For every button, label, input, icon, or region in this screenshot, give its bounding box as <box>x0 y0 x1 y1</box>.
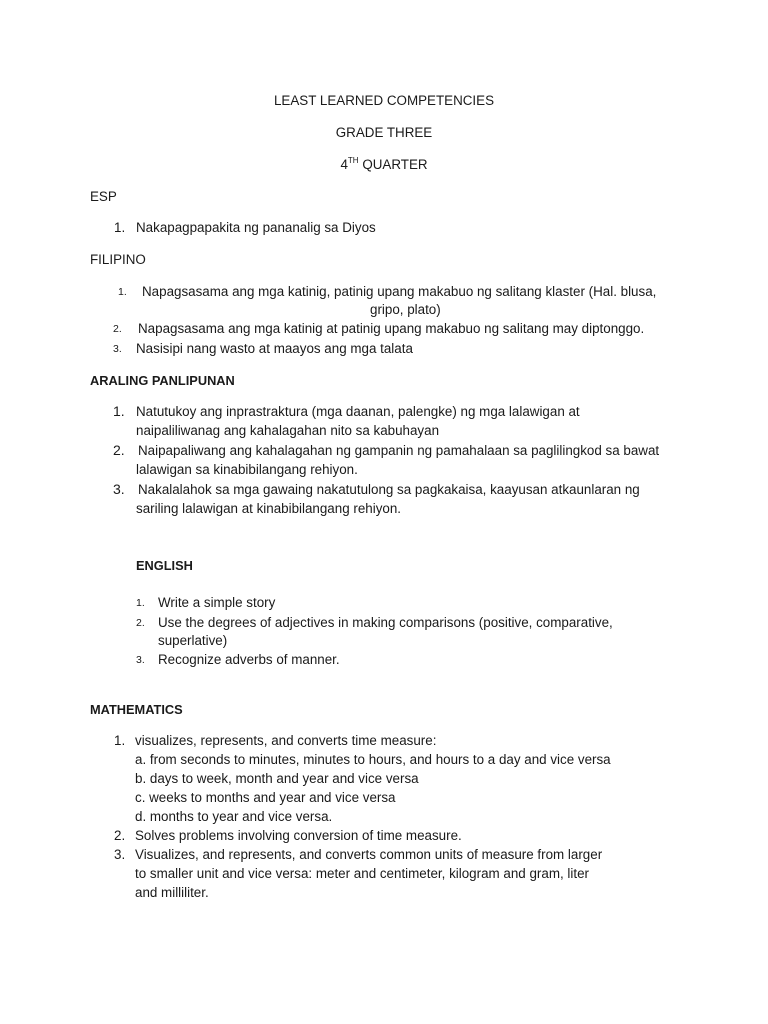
english-item-2-number: 2. <box>136 617 145 629</box>
araling-item-3-text: Nakalalahok sa mga gawaing nakatutulong sa pagkakaisa, kaayusan atkaunlaran ng <box>138 482 640 497</box>
araling-item-2-text-line2: lalawigan sa kinabibilangang rehiyon. <box>136 462 358 477</box>
math-item-2-number: 2. <box>114 828 126 843</box>
english-item-2-text-line2: superlative) <box>158 633 228 648</box>
math-item-1-number: 1. <box>114 733 126 748</box>
araling-item-3-text-line2: sariling lalawigan at kinabibilangang rehiyon. <box>136 501 402 516</box>
english-item-1-text: Write a simple story <box>158 595 276 610</box>
english-item-3-text: Recognize adverbs of manner. <box>158 652 340 667</box>
english-item-1-number: 1. <box>136 597 145 609</box>
araling-item-2-number: 2. <box>113 442 125 458</box>
filipino-item-2-text: Napagsasama ang mga katinig at patinig upang makabuo ng salitang may diptonggo. <box>138 321 645 336</box>
quarter-number: 4 <box>340 157 348 172</box>
quarter-label <box>0 157 768 172</box>
math-item-3-text-line3: and milliliter. <box>135 885 209 900</box>
filipino-heading: FILIPINO <box>90 252 146 267</box>
math-item-2-text: Solves problems involving conversion of time measure. <box>135 828 462 843</box>
filipino-item-3-text: Nasisipi nang wasto at maayos ang mga talata <box>136 341 413 356</box>
document-title: LEAST LEARNED COMPETENCIES <box>273 93 494 108</box>
math-item-1-sub-c: c. weeks to months and year and vice versa <box>135 790 396 805</box>
araling-item-1-number: 1. <box>113 403 125 419</box>
math-item-1-sub-a: a. from seconds to minutes, minutes to hours, and hours to a day and vice versa <box>135 752 611 767</box>
english-item-3-number: 3. <box>136 654 145 666</box>
esp-item-1-text: Nakapagpapakita ng pananalig sa Diyos <box>136 220 376 235</box>
araling-item-2-text: Naipapaliwang ang kahalagahan ng gampanin ng pamahalaan sa paglilingkod sa bawat <box>138 443 660 458</box>
math-item-3-number: 3. <box>114 847 126 862</box>
filipino-item-1-text-line2: gripo, plato) <box>370 302 441 317</box>
quarter-text: QUARTER <box>362 157 428 172</box>
math-item-3-text: Visualizes, and represents, and converts common units of measure from larger <box>135 847 603 862</box>
filipino-item-3-number: 3. <box>113 343 122 355</box>
math-item-1-sub-d: d. months to year and vice versa. <box>135 809 333 824</box>
filipino-item-2-number: 2. <box>113 323 122 335</box>
math-item-3-text-line2: to smaller unit and vice versa: meter and centimeter, kilogram and gram, liter <box>135 866 589 881</box>
esp-item-1-number: 1. <box>114 220 126 235</box>
araling-item-1-text: Natutukoy ang inprastraktura (mga daanan, palengke) ng mga lalawigan at <box>136 404 580 419</box>
quarter-suffix: TH <box>347 156 359 165</box>
english-heading: ENGLISH <box>136 558 193 573</box>
english-item-2-text: Use the degrees of adjectives in making comparisons (positive, comparative, <box>158 615 613 630</box>
esp-heading: ESP <box>90 189 117 204</box>
araling-item-3-number: 3. <box>113 481 125 497</box>
araling-item-1-text-line2: naipaliliwanag ang kahalagahan nito sa kabuhayan <box>136 423 440 438</box>
araling-heading: ARALING PANLIPUNAN <box>90 373 235 388</box>
math-item-1-sub-b: b. days to week, month and year and vice versa <box>135 771 419 786</box>
math-item-1-text: visualizes, represents, and converts time measure: <box>135 733 437 748</box>
filipino-item-1-number: 1. <box>118 286 127 298</box>
filipino-item-1-text: Napagsasama ang mga katinig, patinig upang makabuo ng salitang klaster (Hal. blusa, <box>142 284 657 299</box>
mathematics-heading: MATHEMATICS <box>90 702 183 717</box>
grade-label: GRADE THREE <box>335 125 433 140</box>
